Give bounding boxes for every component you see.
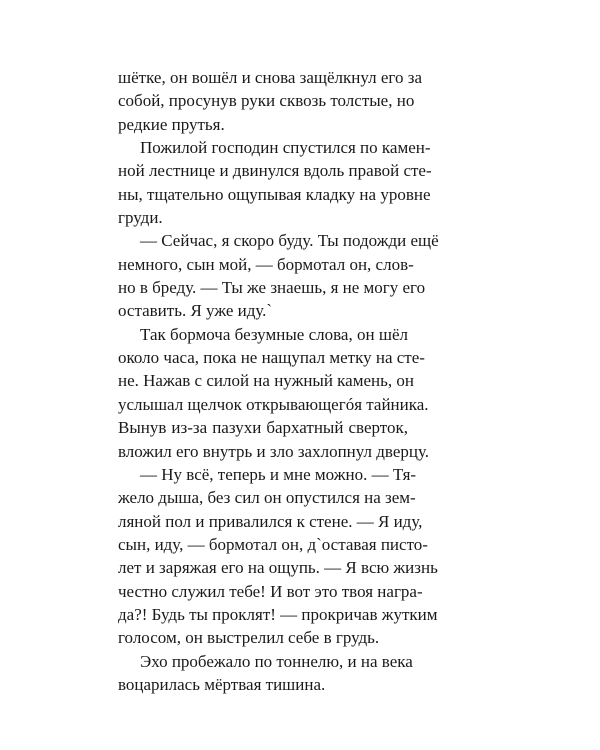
text-line: честно служил тебе! И вот это твоя награ- (118, 581, 423, 601)
text-line: да?! Будь ты проклят! — прокричав жутким (118, 604, 438, 624)
text-line: собой, просунув руки сквозь толстые, но (118, 91, 415, 111)
text-line: немного, сын мой, — бормотал он, слов- (118, 254, 414, 274)
page-text (118, 66, 439, 696)
text-line: Эхо пробежало по тоннелю, и на века (140, 651, 413, 671)
text-line: ны, тщательно ощупывая кладку на уровне (118, 184, 431, 204)
text-line: — Сейчас, я скоро буду. Ты подожди ещё (140, 231, 439, 251)
text-line: около часа, пока не нащупал метку на сте- (118, 348, 425, 368)
text-line: Пожилой господин спустился по камен- (140, 138, 431, 158)
text-line: но в бреду. — Ты же знаешь, я не могу его (118, 278, 426, 298)
text-line: оставить. Я уже иду.` (118, 301, 273, 321)
text-line: вложил его внутрь и зло захлопнул дверцу. (118, 441, 430, 461)
text-line: голосом, он выстрелил себе в грудь. (118, 628, 380, 648)
text-line: Вынув из-за пазухи бархатный сверток, (118, 418, 408, 438)
text-line: ной лестнице и двинулся вдоль правой сте- (118, 161, 432, 181)
text-line: ляной пол и привалился к стене. — Я иду, (118, 511, 423, 531)
text-line: услышал щелчок открывающегóя тайника. (118, 394, 429, 414)
text-line: воцарилась мёртвая тишина. (118, 674, 326, 694)
text-line: Так бормоча безумные слова, он шёл (140, 324, 408, 344)
text-line: лет и заряжая его на ощупь. — Я всю жизнь (118, 558, 438, 578)
text-line: — Ну всё, теперь и мне можно. — Тя- (140, 464, 417, 484)
text-line: сын, иду, — бормотал он, д`оставая писто- (118, 534, 428, 554)
text-line: жело дыша, без сил он опустился на зем- (118, 488, 416, 508)
text-line: шётке, он вошёл и снова защёлкнул его за (118, 68, 422, 87)
text-line: не. Нажав с силой на нужный камень, он (118, 371, 414, 391)
text-line: редкие прутья. (118, 114, 225, 134)
text-line: груди. (118, 208, 163, 228)
